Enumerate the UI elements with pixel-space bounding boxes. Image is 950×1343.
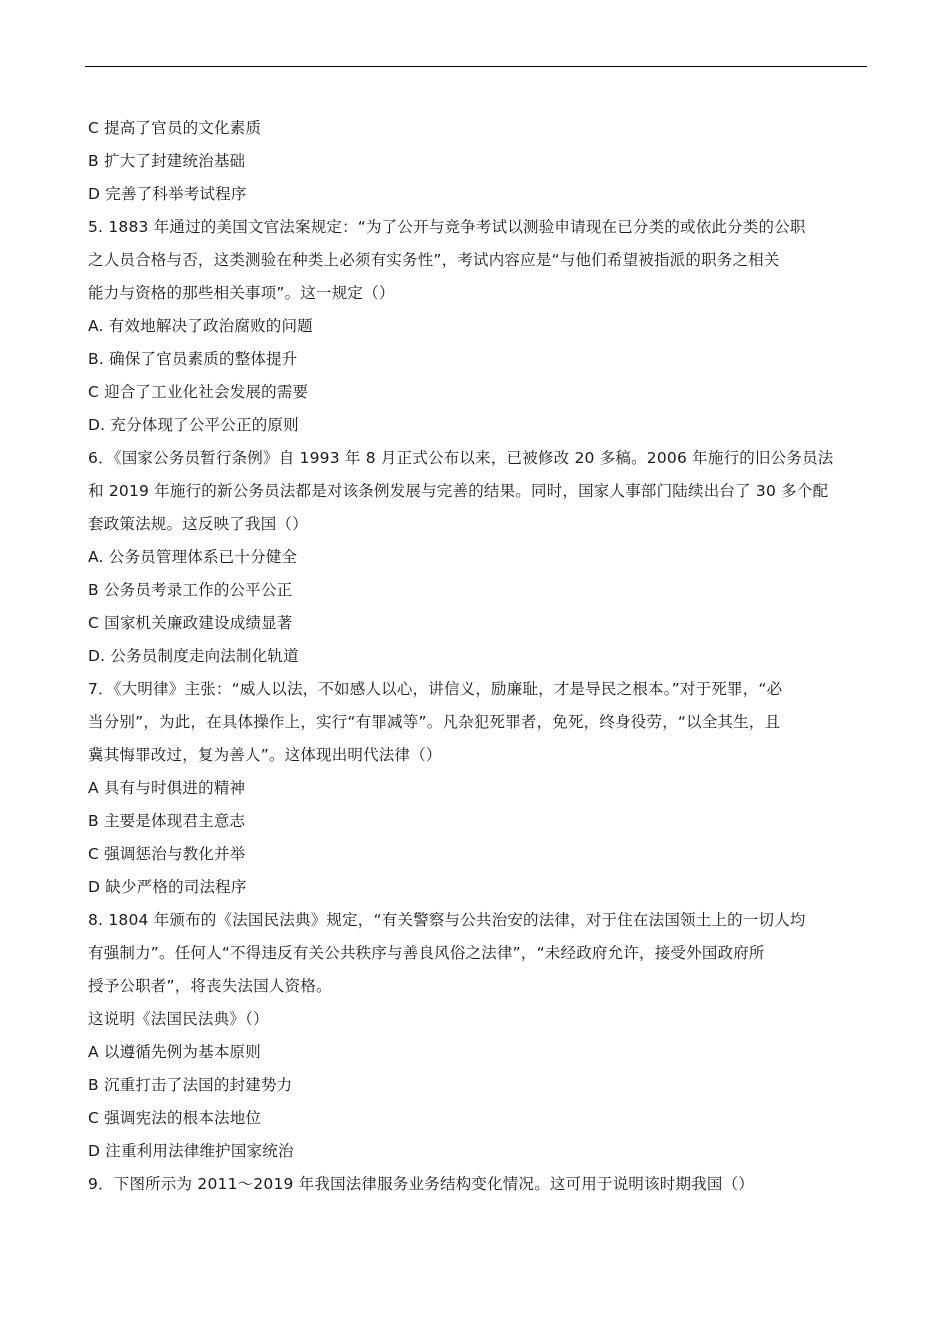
answer-option: C 提高了官员的文化素质: [88, 119, 262, 137]
question-text-line: 当分别”，为此，在具体操作上，实行“有罪减等”。凡杂犯死罪者，免死，终身役劳，“以全其生，且: [88, 713, 781, 731]
question-text-line: 8. 1804 年颁布的《法国民法典》规定，“有关警察与公共治安的法律，对于住在法国领土上的一切人均: [88, 911, 806, 929]
question-text-line: 之人员合格与否，这类测验在种类上必须有实务性”，考试内容应是“与他们希望被指派的职务之相关: [88, 251, 780, 269]
answer-option: C 强调宪法的根本法地位: [88, 1109, 262, 1127]
answer-option: A. 有效地解决了政治腐败的问题: [88, 317, 313, 335]
question-text-line: 授予公职者”，将丧失法国人资格。: [88, 977, 332, 995]
question: [88, 904, 868, 1036]
answer-option: D 完善了科举考试程序: [88, 185, 247, 203]
answer-option: D. 充分体现了公平公正的原则: [88, 416, 299, 434]
question-text-line: 能力与资格的那些相关事项”。这一规定（）: [88, 284, 395, 302]
question-text-line: 和 2019 年施行的新公务员法都是对该条例发展与完善的结果。同时，国家人事部门陆续出台了 30 多个配: [88, 482, 829, 500]
question: [88, 1168, 868, 1201]
question-text-line: 7．《大明律》主张：“威人以法，不如感人以心，讲信义，励廉耻，才是导民之根本。”对于死罪，“必: [88, 680, 783, 698]
question: [88, 442, 868, 541]
answer-option: B 扩大了封建统治基础: [88, 152, 246, 170]
answer-option: D 缺少严格的司法程序: [88, 878, 247, 896]
answer-option: B 主要是体现君主意志: [88, 812, 246, 830]
answer-option: C 国家机关廉政建设成绩显著: [88, 614, 293, 632]
answer-option: B 沉重打击了法国的封建势力: [88, 1076, 293, 1094]
document-body: [88, 112, 868, 1201]
header-rule: [85, 66, 867, 67]
question-text-line: 套政策法规。这反映了我国（）: [88, 515, 308, 533]
answer-option: D. 公务员制度走向法制化轨道: [88, 647, 299, 665]
question-text-line: 这说明《法国民法典》（）: [88, 1010, 269, 1028]
question-text-line: 6．《国家公务员暂行条例》自 1993 年 8 月正式公布以来，已被修改 20 多稿。2006 年施行的旧公务员法: [88, 449, 834, 467]
question-text-line: 有强制力”。任何人“不得违反有关公共秩序与善良风俗之法律”，“未经政府允许，接受外国政府所: [88, 944, 765, 962]
question-text-line: 9．下图所示为 2011～2019 年我国法律服务业务结构变化情况。这可用于说明该时期我国（）: [88, 1175, 755, 1193]
answer-option: C 强调惩治与教化并举: [88, 845, 246, 863]
answer-option: D 注重利用法律维护国家统治: [88, 1142, 294, 1160]
answer-option: A 以遵循先例为基本原则: [88, 1043, 261, 1061]
answer-option: B. 确保了官员素质的整体提升: [88, 350, 298, 368]
answer-option: B 公务员考录工作的公平公正: [88, 581, 293, 599]
question-text-line: 5. 1883 年通过的美国文官法案规定：“为了公开与竞争考试以测验申请现在已分类的或依此分类的公职: [88, 218, 806, 236]
question: [88, 211, 868, 310]
answer-option: A. 公务员管理体系已十分健全: [88, 548, 298, 566]
question: [88, 673, 868, 772]
answer-option: C 迎合了工业化社会发展的需要: [88, 383, 309, 401]
answer-option: A 具有与时俱进的精神: [88, 779, 246, 797]
question-text-line: 冀其悔罪改过，复为善人”。这体现出明代法律（）: [88, 746, 442, 764]
